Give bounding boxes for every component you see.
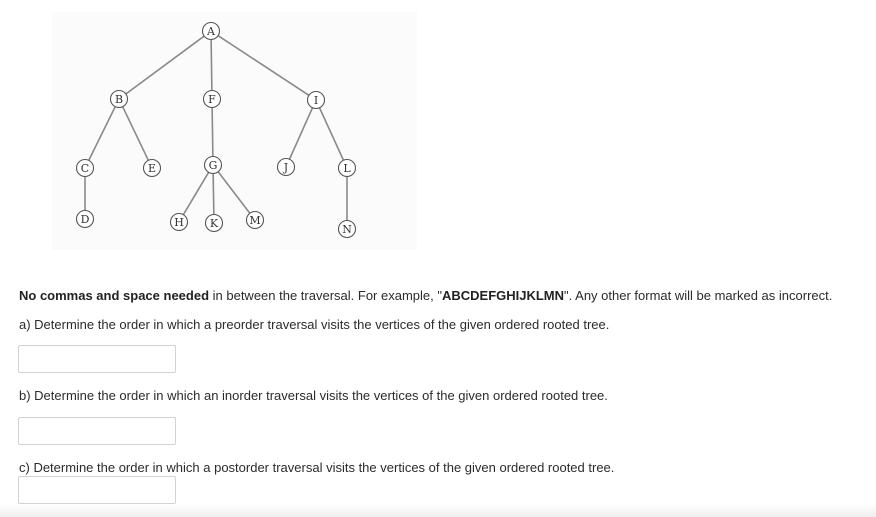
- tree-node-a: [203, 23, 220, 40]
- tree-node-label: A: [207, 25, 215, 38]
- tree-node-g: [205, 157, 222, 174]
- tree-node-label: C: [80, 162, 90, 175]
- tree-node-label: K: [209, 217, 219, 230]
- tree-edge-a-i: [218, 36, 309, 96]
- question-c-text: c) Determine the order in which a postorder traversal visits the vertices of the given ordered rooted tree.: [19, 460, 615, 475]
- tree-node-label: B: [114, 93, 124, 106]
- tree-node-m: [247, 212, 264, 229]
- instructions-example: ABCDEFGHIJKLMN: [441, 288, 565, 303]
- tree-node-c: [77, 160, 94, 177]
- tree-edge-a-f: [211, 39, 212, 90]
- tree-edge-g-h: [183, 172, 208, 214]
- tree-node-label: E: [147, 162, 157, 175]
- tree-edges: [85, 36, 347, 221]
- instructions-rest: in between the traversal. For example, ": [209, 288, 442, 303]
- tree-edge-i-l: [320, 108, 344, 161]
- tree-node-label: M: [249, 214, 261, 227]
- postorder-answer-input[interactable]: [18, 476, 176, 504]
- question-a-text: a) Determine the order in which a preorder traversal visits the vertices of the given ordered rooted tree.: [19, 317, 610, 332]
- tree-node-label: G: [208, 159, 218, 172]
- tree-node-e: [144, 160, 161, 177]
- tree-edge-g-m: [218, 172, 250, 213]
- tree-node-j: [278, 159, 295, 176]
- tree-edge-i-j: [289, 108, 312, 159]
- format-instructions: [19, 288, 832, 304]
- instructions-tail: ". Any other format will be marked as incorrect.: [564, 288, 833, 303]
- tree-node-label: I: [313, 94, 319, 107]
- tree-node-d: [77, 211, 94, 228]
- instructions-bold: No commas and space needed: [19, 288, 210, 303]
- tree-node-h: [171, 214, 188, 231]
- tree-edge-b-c: [89, 107, 115, 161]
- question-b-text: b) Determine the order in which an inorder traversal visits the vertices of the given ordered rooted tree.: [19, 388, 608, 403]
- tree-edge-a-b: [126, 36, 204, 94]
- tree-node-label: H: [174, 216, 184, 229]
- tree-node-i: [308, 92, 325, 109]
- inorder-answer-input[interactable]: [18, 417, 176, 445]
- tree-node-k: [206, 215, 223, 232]
- tree-edge-f-g: [212, 107, 213, 156]
- bottom-fade: [0, 503, 876, 517]
- tree-node-label: L: [343, 162, 351, 175]
- tree-edge-g-k: [213, 173, 214, 214]
- tree-node-n: [339, 221, 356, 238]
- tree-edge-b-e: [123, 107, 149, 161]
- tree-nodes: [77, 23, 356, 238]
- tree-node-label: N: [342, 223, 352, 236]
- tree-node-f: [204, 91, 221, 108]
- tree-node-label: F: [208, 93, 216, 106]
- tree-node-b: [111, 91, 128, 108]
- tree-node-label: D: [80, 213, 90, 226]
- preorder-answer-input[interactable]: [18, 345, 176, 373]
- tree-node-label: J: [283, 161, 289, 174]
- tree-node-l: [339, 160, 356, 177]
